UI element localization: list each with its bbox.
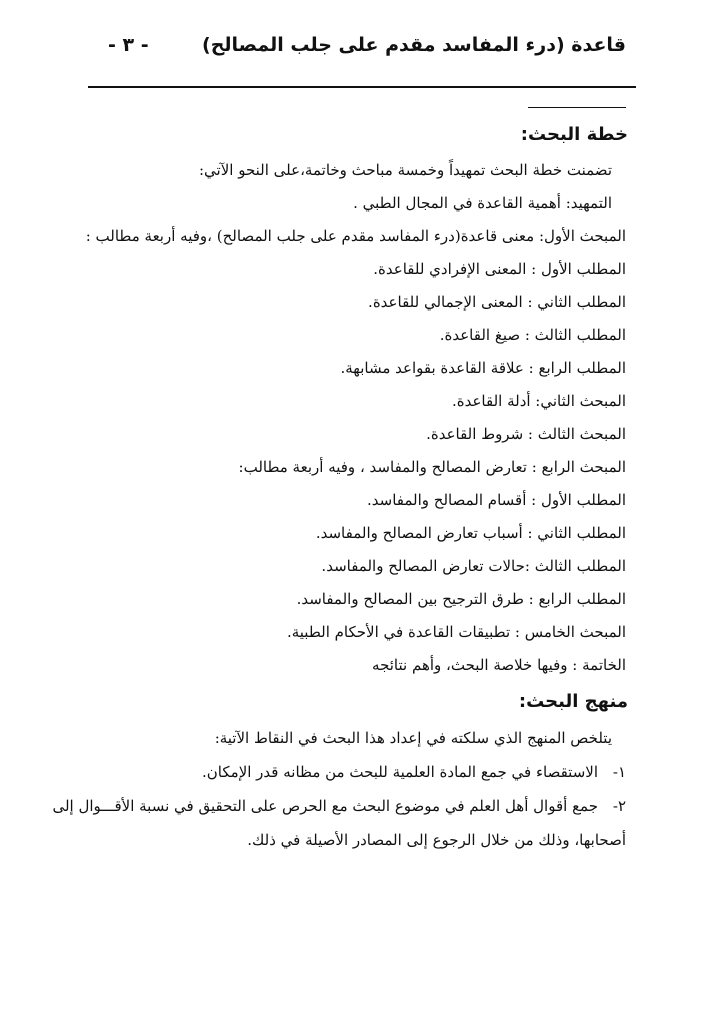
method-point	[202, 762, 626, 782]
plan-item: المطلب الأول : المعنى الإفرادي للقاعدة.	[373, 260, 626, 278]
running-header-title: قاعدة (درء المفاسد مقدم على جلب المصالح)	[202, 34, 626, 56]
plan-item: المبحث الأول: معنى قاعدة(درء المفاسد مقدم على جلب المصالح) ،وفيه أربعة مطالب :	[85, 227, 626, 245]
plan-item: المطلب الثاني : أسباب تعارض المصالح والمفاسد.	[315, 524, 626, 542]
plan-item: المبحث الثاني: أدلة القاعدة.	[451, 392, 626, 410]
method-point-number: ٢-	[612, 797, 626, 815]
plan-item: المطلب الثالث : صيغ القاعدة.	[439, 326, 626, 344]
header-divider	[88, 86, 636, 88]
plan-heading: خطة البحث:	[520, 124, 628, 145]
page-number: - ٣ -	[108, 34, 149, 56]
method-point-text: الاستقصاء في جمع المادة العلمية للبحث من مظانه قدر الإمكان.	[202, 763, 598, 781]
plan-item: المطلب الثالث :حالات تعارض المصالح والمفاسد.	[321, 557, 626, 575]
method-point-text: جمع أقوال أهل العلم في موضوع البحث مع الحرص على التحقيق في نسبة الأقـــوال إلى	[52, 797, 598, 815]
method-point-continuation: أصحابها، وذلك من خلال الرجوع إلى المصادر الأصيلة في ذلك.	[247, 831, 626, 849]
plan-item: المطلب الرابع : طرق الترجيح بين المصالح والمفاسد.	[296, 590, 626, 608]
method-heading: منهج البحث:	[518, 691, 628, 712]
plan-item: المطلب الثاني : المعنى الإجمالي للقاعدة.	[368, 293, 626, 311]
plan-item: المطلب الرابع : علاقة القاعدة بقواعد مشابهة.	[340, 359, 626, 377]
plan-item: المبحث الثالث : شروط القاعدة.	[426, 425, 626, 443]
plan-item: الخاتمة : وفيها خلاصة البحث، وأهم نتائجه	[372, 656, 626, 674]
method-point-number: ١-	[612, 763, 626, 781]
plan-item: المبحث الرابع : تعارض المصالح والمفاسد ، وفيه أربعة مطالب:	[238, 458, 626, 476]
heading-divider	[528, 107, 626, 108]
method-intro: يتلخص المنهج الذي سلكته في إعداد هذا البحث في النقاط الآتية:	[214, 729, 612, 747]
method-point	[52, 796, 626, 816]
plan-item: المبحث الخامس : تطبيقات القاعدة في الأحكام الطبية.	[286, 623, 626, 641]
plan-item: التمهيد: أهمية القاعدة في المجال الطبي .	[353, 194, 612, 212]
plan-intro: تضمنت خطة البحث تمهيداً وخمسة مباحث وخاتمة،على النحو الآتي:	[198, 161, 612, 179]
plan-item: المطلب الأول : أقسام المصالح والمفاسد.	[366, 491, 626, 509]
